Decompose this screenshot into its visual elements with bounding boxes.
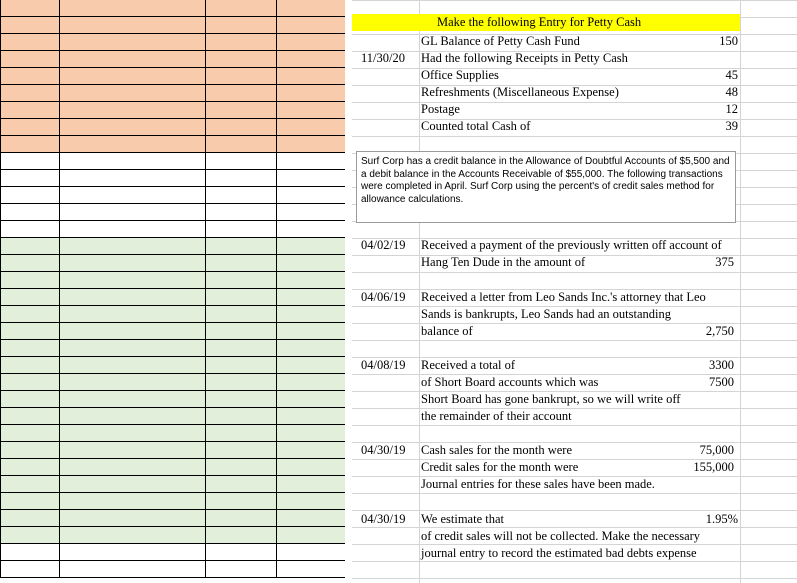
grid-cell[interactable] (206, 493, 277, 510)
grid-cell[interactable] (277, 272, 346, 289)
grid-cell[interactable] (0, 272, 60, 289)
grid-cell[interactable] (277, 459, 346, 476)
grid-cell[interactable] (0, 102, 60, 119)
grid-cell[interactable] (0, 119, 60, 136)
grid-cell[interactable] (277, 153, 346, 170)
grid-cell[interactable] (277, 561, 346, 578)
grid-cell[interactable] (206, 255, 277, 272)
transaction-2-line-3[interactable]: balance of (421, 324, 473, 338)
grid-cell[interactable] (206, 51, 277, 68)
grid-cell[interactable] (277, 306, 346, 323)
grid-cell[interactable] (0, 527, 60, 544)
grid-cell[interactable] (206, 221, 277, 238)
grid-cell[interactable] (60, 340, 206, 357)
postage-value[interactable]: 12 (725, 102, 738, 116)
grid-cell[interactable] (60, 85, 206, 102)
grid-cell[interactable] (0, 289, 60, 306)
transaction-4-date[interactable]: 04/30/19 (361, 443, 406, 457)
grid-cell[interactable] (0, 306, 60, 323)
grid-cell[interactable] (0, 136, 60, 153)
grid-cell[interactable] (277, 136, 346, 153)
grid-cell[interactable] (206, 340, 277, 357)
grid-cell[interactable] (60, 544, 206, 561)
grid-cell[interactable] (206, 170, 277, 187)
grid-cell[interactable] (206, 85, 277, 102)
transaction-3-line-3[interactable]: Short Board has gone bankrupt, so we will write off (421, 392, 681, 406)
grid-cell[interactable] (0, 238, 60, 255)
grid-cell[interactable] (206, 544, 277, 561)
office-supplies-label[interactable]: Office Supplies (421, 68, 499, 82)
grid-cell[interactable] (206, 306, 277, 323)
grid-cell[interactable] (206, 408, 277, 425)
grid-cell[interactable] (206, 136, 277, 153)
grid-cell[interactable] (60, 493, 206, 510)
grid-cell[interactable] (277, 510, 346, 527)
grid-cell[interactable] (0, 493, 60, 510)
grid-cell[interactable] (206, 34, 277, 51)
grid-cell[interactable] (277, 289, 346, 306)
grid-cell[interactable] (60, 357, 206, 374)
transaction-2-line-2[interactable]: Sands is bankrupts, Leo Sands had an outstanding (421, 307, 671, 321)
grid-cell[interactable] (60, 289, 206, 306)
grid-cell[interactable] (206, 357, 277, 374)
grid-cell[interactable] (0, 68, 60, 85)
grid-cell[interactable] (277, 51, 346, 68)
grid-cell[interactable] (206, 442, 277, 459)
grid-cell[interactable] (60, 170, 206, 187)
grid-cell[interactable] (0, 323, 60, 340)
grid-cell[interactable] (0, 153, 60, 170)
grid-cell[interactable] (60, 510, 206, 527)
transaction-2-line-1[interactable]: Received a letter from Leo Sands Inc.'s attorney that Leo (421, 290, 706, 304)
grid-cell[interactable] (0, 255, 60, 272)
grid-cell[interactable] (60, 255, 206, 272)
grid-cell[interactable] (0, 17, 60, 34)
grid-cell[interactable] (0, 408, 60, 425)
transaction-3-value-1[interactable]: 3300 (709, 358, 734, 372)
grid-cell[interactable] (0, 544, 60, 561)
counted-cash-label[interactable]: Counted total Cash of (421, 119, 531, 133)
transaction-1-line-1[interactable]: Received a payment of the previously written off account of (421, 238, 722, 252)
postage-label[interactable]: Postage (421, 102, 460, 116)
receipts-label[interactable]: Had the following Receipts in Petty Cash (421, 51, 628, 65)
grid-cell[interactable] (60, 221, 206, 238)
grid-cell[interactable] (0, 51, 60, 68)
instructions-text-box[interactable] (356, 151, 736, 223)
grid-cell[interactable] (206, 391, 277, 408)
grid-cell[interactable] (206, 187, 277, 204)
grid-cell[interactable] (277, 544, 346, 561)
grid-cell[interactable] (60, 136, 206, 153)
grid-cell[interactable] (277, 119, 346, 136)
grid-cell[interactable] (277, 323, 346, 340)
transaction-4-line-1[interactable]: Cash sales for the month were (421, 443, 573, 457)
grid-cell[interactable] (206, 425, 277, 442)
transaction-3-line-1[interactable]: Received a total of (421, 358, 516, 372)
grid-cell[interactable] (60, 204, 206, 221)
grid-cell[interactable] (60, 527, 206, 544)
grid-cell[interactable] (206, 374, 277, 391)
grid-cell[interactable] (0, 425, 60, 442)
office-supplies-value[interactable]: 45 (725, 68, 738, 82)
grid-cell[interactable] (277, 221, 346, 238)
grid-cell[interactable] (277, 34, 346, 51)
transaction-3-line-4[interactable]: the remainder of their account (421, 409, 572, 423)
grid-cell[interactable] (60, 68, 206, 85)
grid-cell[interactable] (60, 119, 206, 136)
grid-cell[interactable] (277, 255, 346, 272)
grid-cell[interactable] (277, 493, 346, 510)
grid-cell[interactable] (60, 425, 206, 442)
transaction-4-line-3[interactable]: Journal entries for these sales have been made. (421, 477, 655, 491)
grid-cell[interactable] (0, 170, 60, 187)
transaction-2-value[interactable]: 2,750 (705, 324, 734, 338)
transaction-3-date[interactable]: 04/08/19 (361, 358, 406, 372)
transaction-4-value-2[interactable]: 155,000 (693, 460, 734, 474)
grid-cell[interactable] (277, 170, 346, 187)
transaction-3-line-2[interactable]: of Short Board accounts which was (421, 375, 599, 389)
grid-cell[interactable] (0, 374, 60, 391)
grid-cell[interactable] (206, 68, 277, 85)
grid-cell[interactable] (0, 0, 60, 17)
transaction-4-value-1[interactable]: 75,000 (699, 443, 734, 457)
grid-cell[interactable] (60, 561, 206, 578)
grid-cell[interactable] (206, 272, 277, 289)
grid-cell[interactable] (60, 476, 206, 493)
instructions-text: Surf Corp has a credit balance in the Allowance of Doubtful Accounts of $5,500 and a debit balance in the Accounts Receivable of $55,000. The following transactions were completed in April. Surf Corp using the percent's of credit sales method for allowance calculations. (361, 156, 730, 205)
grid-cell[interactable] (206, 119, 277, 136)
grid-cell[interactable] (60, 374, 206, 391)
gl-balance-label[interactable]: GL Balance of Petty Cash Fund (421, 34, 580, 48)
grid-cell[interactable] (60, 408, 206, 425)
grid-cell[interactable] (206, 153, 277, 170)
gridline (419, 0, 420, 583)
grid-cell[interactable] (206, 289, 277, 306)
grid-cell[interactable] (206, 238, 277, 255)
grid-cell[interactable] (0, 561, 60, 578)
grid-cell[interactable] (206, 510, 277, 527)
transaction-2-date[interactable]: 04/06/19 (361, 290, 406, 304)
grid-cell[interactable] (206, 17, 277, 34)
grid-cell[interactable] (277, 68, 346, 85)
grid-cell[interactable] (60, 0, 206, 17)
grid-cell[interactable] (0, 187, 60, 204)
grid-cell[interactable] (277, 17, 346, 34)
grid-cell[interactable] (0, 221, 60, 238)
grid-cell[interactable] (206, 527, 277, 544)
grid-cell[interactable] (60, 34, 206, 51)
grid-cell[interactable] (277, 238, 346, 255)
grid-cell[interactable] (60, 51, 206, 68)
grid-cell[interactable] (0, 442, 60, 459)
grid-cell[interactable] (277, 102, 346, 119)
grid-cell[interactable] (277, 357, 346, 374)
grid-cell[interactable] (0, 340, 60, 357)
grid-cell[interactable] (60, 306, 206, 323)
grid-cell[interactable] (0, 510, 60, 527)
grid-cell[interactable] (277, 425, 346, 442)
grid-cell[interactable] (277, 408, 346, 425)
grid-cell[interactable] (206, 0, 277, 17)
grid-cell[interactable] (277, 85, 346, 102)
transaction-1-value[interactable]: 375 (715, 255, 734, 269)
transaction-5-line-2[interactable]: of credit sales will not be collected. Make the necessary (421, 529, 701, 543)
grid-cell[interactable] (277, 476, 346, 493)
transaction-5-date[interactable]: 04/30/19 (361, 512, 406, 526)
gl-balance-value[interactable]: 150 (719, 34, 738, 48)
grid-cell[interactable] (0, 204, 60, 221)
grid-cell[interactable] (0, 391, 60, 408)
refreshments-value[interactable]: 48 (725, 85, 738, 99)
grid-cell[interactable] (60, 17, 206, 34)
transaction-5-value[interactable]: 1.95% (705, 512, 738, 526)
grid-cell[interactable] (60, 102, 206, 119)
transaction-1-line-2[interactable]: Hang Ten Dude in the amount of (421, 255, 586, 269)
grid-cell[interactable] (60, 442, 206, 459)
grid-cell[interactable] (206, 102, 277, 119)
grid-cell[interactable] (60, 459, 206, 476)
grid-cell[interactable] (206, 459, 277, 476)
transaction-4-line-2[interactable]: Credit sales for the month were (421, 460, 579, 474)
grid-cell[interactable] (60, 323, 206, 340)
transaction-5-line-1[interactable]: We estimate that (421, 512, 504, 526)
grid-cell[interactable] (277, 204, 346, 221)
grid-cell[interactable] (0, 85, 60, 102)
grid-cell[interactable] (277, 187, 346, 204)
grid-cell[interactable] (60, 153, 206, 170)
counted-cash-value[interactable]: 39 (725, 119, 738, 133)
grid-cell[interactable] (206, 323, 277, 340)
petty-cash-title[interactable]: Make the following Entry for Petty Cash (437, 15, 642, 29)
grid-cell[interactable] (277, 0, 346, 17)
grid-cell[interactable] (277, 391, 346, 408)
grid-cell[interactable] (0, 34, 60, 51)
column-gap (345, 0, 352, 583)
transaction-1-date[interactable]: 04/02/19 (361, 238, 406, 252)
refreshments-label[interactable]: Refreshments (Miscellaneous Expense) (421, 85, 619, 99)
grid-cell[interactable] (277, 442, 346, 459)
grid-cell[interactable] (60, 272, 206, 289)
grid-cell[interactable] (0, 476, 60, 493)
grid-cell[interactable] (0, 357, 60, 374)
transaction-5-line-3[interactable]: journal entry to record the estimated bad debts expense (421, 546, 697, 560)
grid-cell[interactable] (60, 238, 206, 255)
grid-cell[interactable] (60, 391, 206, 408)
petty-cash-date[interactable]: 11/30/20 (361, 51, 405, 65)
transaction-3-value-2[interactable]: 7500 (709, 375, 734, 389)
grid-cell[interactable] (206, 476, 277, 493)
grid-cell[interactable] (277, 340, 346, 357)
grid-cell[interactable] (0, 459, 60, 476)
grid-cell[interactable] (277, 527, 346, 544)
grid-cell[interactable] (277, 374, 346, 391)
grid-cell[interactable] (60, 187, 206, 204)
gridline (740, 0, 741, 583)
grid-cell[interactable] (206, 561, 277, 578)
grid-cell[interactable] (206, 204, 277, 221)
